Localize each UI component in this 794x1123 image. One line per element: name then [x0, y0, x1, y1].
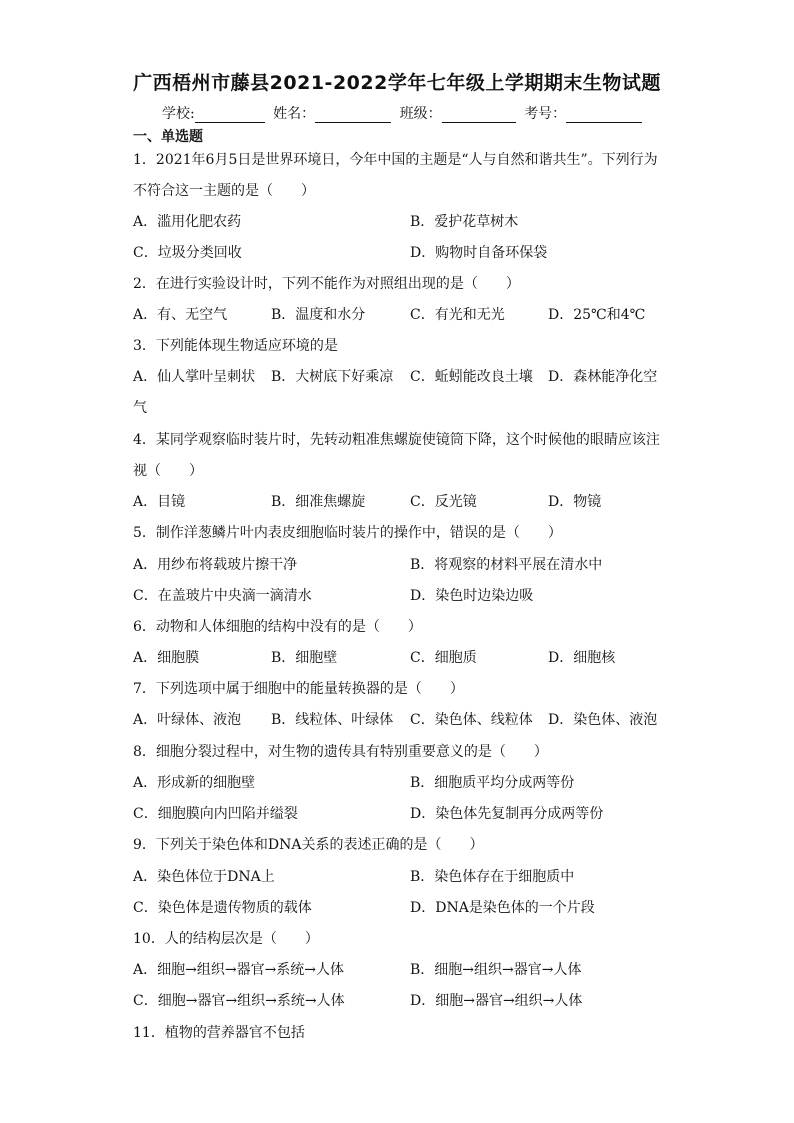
section-heading: 一、单选题	[133, 129, 203, 145]
question-6-line-1: 6．动物和人体细胞的结构中没有的是（ ）	[133, 619, 422, 635]
question-7-option-a[interactable]: A．叶绿体、液泡	[133, 712, 242, 728]
question-6-option-c[interactable]: C．细胞质	[410, 650, 477, 666]
question-6-option-b[interactable]: B．细胞壁	[271, 650, 338, 666]
question-10-line-1: 10．人的结构层次是（ ）	[133, 931, 319, 947]
question-10-option-d[interactable]: D．细胞→器官→组织→人体	[410, 993, 583, 1009]
question-1-option-d[interactable]: D．购物时自备环保袋	[410, 245, 548, 261]
question-2-option-d[interactable]: D．25℃和4℃	[548, 307, 646, 323]
question-4-option-b[interactable]: B．细准焦螺旋	[271, 494, 366, 510]
question-4-line-1: 4．某同学观察临时装片时，先转动粗准焦螺旋使镜筒下降，这个时候他的眼睛应该注	[133, 432, 660, 448]
question-7-option-c[interactable]: C．染色体、线粒体	[410, 712, 533, 728]
question-4-option-a[interactable]: A．目镜	[133, 494, 186, 510]
question-9-option-c[interactable]: C．染色体是遗传物质的载体	[133, 900, 312, 916]
question-5-option-c[interactable]: C．在盖玻片中央滴一滴清水	[133, 588, 312, 604]
question-2-option-c[interactable]: C．有光和无光	[410, 307, 505, 323]
question-1-option-c[interactable]: C．垃圾分类回收	[133, 245, 242, 261]
question-3-option-a[interactable]: A．仙人掌叶呈刺状	[133, 369, 256, 385]
question-10-option-a[interactable]: A．细胞→组织→器官→系统→人体	[133, 962, 345, 978]
question-1-line-1: 1．2021年6月5日是世界环境日，今年中国的主题是“人与自然和谐共生”。下列行为	[133, 152, 658, 168]
question-1-option-a[interactable]: A．滥用化肥农药	[133, 214, 242, 230]
question-3-option-d-wrap: 气	[133, 400, 147, 416]
number-blank[interactable]	[566, 108, 642, 123]
number-label: 考号：	[524, 106, 567, 122]
question-2-option-a[interactable]: A．有、无空气	[133, 307, 228, 323]
question-4-option-d[interactable]: D．物镜	[548, 494, 602, 510]
class-blank[interactable]	[442, 108, 516, 123]
question-7-option-b[interactable]: B．线粒体、叶绿体	[271, 712, 394, 728]
question-11-line-1: 11．植物的营养器官不包括	[133, 1025, 305, 1041]
question-5-option-b[interactable]: B．将观察的材料平展在清水中	[410, 557, 603, 573]
question-9-option-d[interactable]: D．DNA是染色体的一个片段	[410, 900, 595, 916]
question-6-option-d[interactable]: D．细胞核	[548, 650, 616, 666]
question-6-option-a[interactable]: A．细胞膜	[133, 650, 200, 666]
question-9-option-b[interactable]: B．染色体存在于细胞质中	[410, 869, 575, 885]
question-5-line-1: 5．制作洋葱鳞片叶内表皮细胞临时装片的操作中，错误的是（ ）	[133, 525, 562, 541]
school-blank[interactable]	[195, 108, 265, 123]
student-info-row	[162, 103, 646, 123]
name-blank[interactable]	[315, 108, 391, 123]
question-9-line-1: 9．下列关于染色体和DNA关系的表述正确的是（ ）	[133, 837, 484, 853]
question-1-line-2: 不符合这一主题的是（ ）	[133, 183, 315, 199]
question-10-option-b[interactable]: B．细胞→组织→器官→人体	[410, 962, 582, 978]
exam-title: 广西梧州市藤县2021-2022学年七年级上学期期末生物试题	[133, 72, 661, 94]
question-10-option-c[interactable]: C．细胞→器官→组织→系统→人体	[133, 993, 345, 1009]
question-9-option-a[interactable]: A．染色体位于DNA上	[133, 869, 275, 885]
question-2-option-b[interactable]: B．温度和水分	[271, 307, 366, 323]
question-5-option-d[interactable]: D．染色时边染边吸	[410, 588, 534, 604]
question-8-option-c[interactable]: C．细胞膜向内凹陷并缢裂	[133, 806, 298, 822]
question-3-option-d[interactable]: D．森林能净化空	[548, 369, 658, 385]
question-8-option-b[interactable]: B．细胞质平均分成两等份	[410, 775, 575, 791]
question-5-option-a[interactable]: A．用纱布将载玻片擦干净	[133, 557, 298, 573]
question-7-option-d[interactable]: D．染色体、液泡	[548, 712, 658, 728]
question-8-option-d[interactable]: D．染色体先复制再分成两等份	[410, 806, 604, 822]
question-8-line-1: 8．细胞分裂过程中，对生物的遗传具有特别重要意义的是（ ）	[133, 744, 548, 760]
name-label: 姓名：	[273, 106, 316, 122]
class-label: 班级：	[399, 106, 442, 122]
question-7-line-1: 7．下列选项中属于细胞中的能量转换器的是（ ）	[133, 681, 464, 697]
school-label: 学校:	[162, 106, 195, 122]
question-3-option-b[interactable]: B．大树底下好乘凉	[271, 369, 394, 385]
question-8-option-a[interactable]: A．形成新的细胞壁	[133, 775, 256, 791]
question-4-option-c[interactable]: C．反光镜	[410, 494, 477, 510]
question-3-line-1: 3．下列能体现生物适应环境的是	[133, 338, 338, 354]
question-1-option-b[interactable]: B．爱护花草树木	[410, 214, 519, 230]
question-4-line-2: 视（ ）	[133, 463, 203, 479]
question-3-option-c[interactable]: C．蚯蚓能改良土壤	[410, 369, 533, 385]
question-2-line-1: 2．在进行实验设计时，下列不能作为对照组出现的是（ ）	[133, 276, 520, 292]
